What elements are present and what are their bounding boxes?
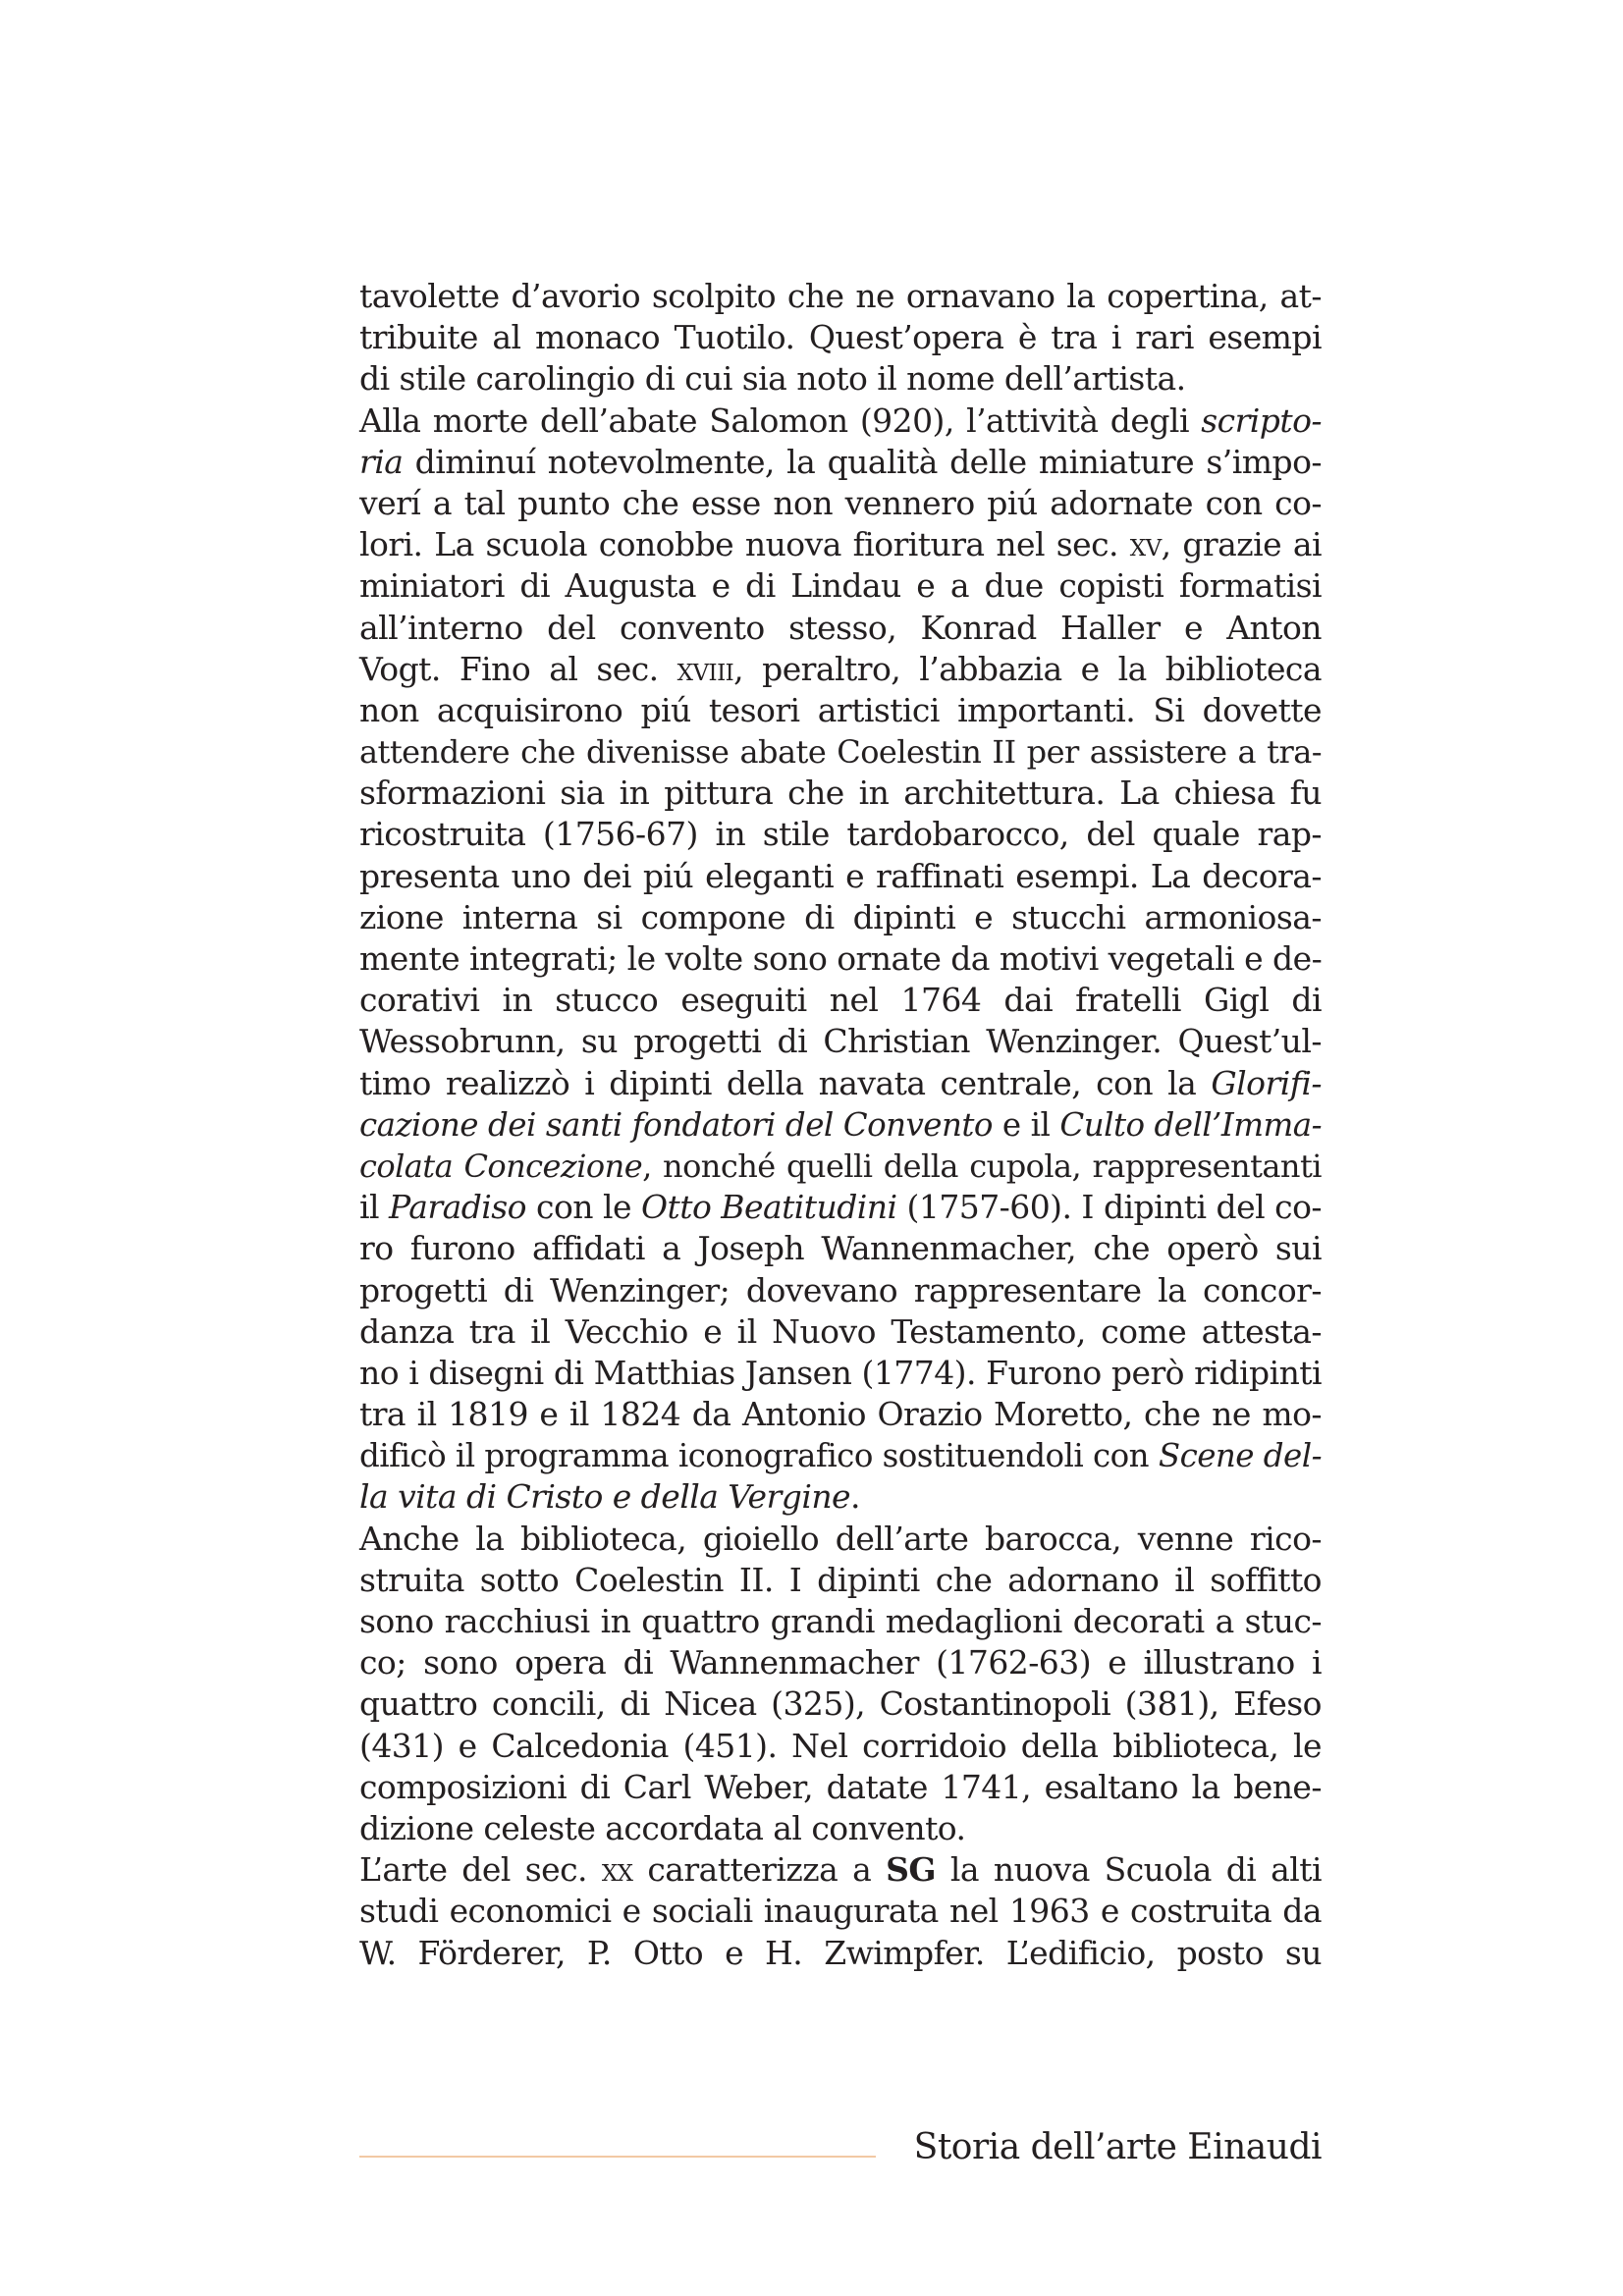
- italic-text: Scene del-: [1158, 1437, 1323, 1475]
- text-line: [359, 358, 1322, 400]
- text-run: il: [359, 1188, 390, 1227]
- text-run: con le: [525, 1188, 642, 1227]
- text-run: tribuite al monaco Tuotilo. Quest’opera è tra i rari esempi: [359, 318, 1322, 357]
- text-line: [359, 1311, 1322, 1353]
- text-line: [359, 1601, 1322, 1642]
- text-run: mente integrati; le volte sono ornate da motivi vegetali e de-: [359, 939, 1323, 978]
- text-line: [359, 1767, 1322, 1808]
- text-run: Wessobrunn, su progetti di Christian Wenzinger. Quest’ul-: [359, 1022, 1322, 1061]
- text-line: [359, 1560, 1322, 1601]
- small-caps-text: xx: [601, 1850, 633, 1890]
- text-run: composizioni di Carl Weber, datate 1741, esaltano la bene-: [359, 1767, 1322, 1806]
- text-run: .: [850, 1477, 860, 1517]
- italic-text: Glorifi-: [1211, 1063, 1322, 1102]
- text-line: [359, 608, 1322, 649]
- text-line: [359, 938, 1322, 980]
- text-run: non acquisirono piú tesori artistici importanti. Si dovette: [359, 690, 1322, 729]
- text-line: [359, 1933, 1322, 1974]
- small-caps-text: xviii: [676, 649, 734, 688]
- text-run: diminuí notevolmente, la qualità delle miniature s’impo-: [403, 442, 1322, 481]
- text-run: progetti di Wenzinger; dovevano rappresentare la concor-: [359, 1270, 1322, 1309]
- text-run: attendere che divenisse abate Coelestin II per assistere a tra-: [359, 733, 1322, 772]
- text-run: zione interna si compone di dipinti e stucchi armoniosa-: [359, 897, 1322, 936]
- text-run: la nuova Scuola di alti: [936, 1850, 1322, 1890]
- text-line: [359, 565, 1322, 607]
- text-run: ro furono affidati a Joseph Wannenmacher, che operò sui: [359, 1229, 1322, 1268]
- text-run: tra il 1819 e il 1824 da Antonio Orazio Moretto, che ne mo-: [359, 1395, 1322, 1434]
- text-run: studi economici e sociali inaugurata nel 1963 e costruita da: [359, 1892, 1322, 1931]
- text-line: [359, 442, 1322, 483]
- text-line: [359, 731, 1322, 773]
- text-run: corativi in stucco eseguiti nel 1764 dai fratelli Gigl di: [359, 981, 1322, 1020]
- text-run: verí a tal punto che esse non vennero piú adornate con co-: [359, 483, 1322, 522]
- text-line: [359, 814, 1322, 855]
- text-run: (1757-60). I dipinti del co-: [896, 1188, 1322, 1227]
- text-line: [359, 524, 1322, 565]
- text-line: [359, 1394, 1322, 1435]
- text-line: [359, 1270, 1322, 1311]
- italic-text: Otto Beatitudini: [641, 1188, 897, 1227]
- text-run: miniatori di Augusta e di Lindau e a due copisti formatisi: [359, 566, 1322, 606]
- italic-text: colata Concezione: [359, 1147, 643, 1185]
- italic-text: scripto-: [1201, 400, 1322, 440]
- text-run: , nonché quelli della cupola, rappresentanti: [642, 1147, 1322, 1185]
- text-line: [359, 1891, 1322, 1932]
- text-run: sformazioni sia in pittura che in architettura. La chiesa fu: [359, 774, 1322, 813]
- text-line: [359, 1476, 1322, 1518]
- footer-rule: [359, 2156, 876, 2158]
- text-line: [359, 483, 1322, 524]
- italic-text: cazione dei santi fondatori del Convento: [359, 1105, 993, 1144]
- text-run: Anche la biblioteca, gioiello dell’arte barocca, venne rico-: [359, 1519, 1322, 1558]
- text-run: Alla morte dell’abate Salomon (920), l’attività degli: [359, 400, 1202, 440]
- text-run: ricostruita (1756-67) in stile tardobarocco, del quale rap-: [359, 815, 1322, 854]
- italic-text: la vita di Cristo e della Vergine: [359, 1477, 851, 1517]
- text-line: [359, 1104, 1322, 1146]
- text-run: caratterizza a: [632, 1850, 887, 1890]
- text-run: W. Förderer, P. Otto e H. Zwimpfer. L’edificio, posto su: [359, 1933, 1322, 1972]
- text-run: sono racchiusi in quattro grandi medaglioni decorati a stuc-: [359, 1602, 1322, 1640]
- text-run: tavolette d’avorio scolpito che ne ornavano la copertina, at-: [359, 277, 1322, 315]
- text-run: lori. La scuola conobbe nuova fioritura nel sec.: [359, 525, 1130, 564]
- text-line: [359, 1683, 1322, 1725]
- text-line: [359, 276, 1322, 317]
- text-line: [359, 856, 1322, 897]
- text-line: [359, 1187, 1322, 1228]
- italic-text: Paradiso: [389, 1188, 526, 1227]
- text-line: [359, 897, 1322, 938]
- footer-title: Storia dell’arte Einaudi: [913, 2127, 1322, 2167]
- bold-text: SG: [886, 1850, 936, 1890]
- text-run: dificò il programma iconografico sostituendoli con: [359, 1437, 1159, 1475]
- text-run: di stile carolingio di cui sia noto il nome dell’artista.: [359, 359, 1186, 399]
- italic-text: Culto dell’Imma-: [1059, 1105, 1323, 1144]
- text-run: no i disegni di Matthias Jansen (1774). Furono però ridipinti: [359, 1353, 1322, 1392]
- text-run: timo realizzò i dipinti della navata centrale, con la: [359, 1063, 1212, 1102]
- text-run: struita sotto Coelestin II. I dipinti che adornano il soffitto: [359, 1560, 1322, 1599]
- text-line: [359, 1642, 1322, 1683]
- text-run: all’interno del convento stesso, Konrad Haller e Anton: [359, 608, 1322, 647]
- text-run: danza tra il Vecchio e il Nuovo Testamento, come attesta-: [359, 1311, 1322, 1351]
- text-run: , peraltro, l’abbazia e la biblioteca: [733, 649, 1322, 688]
- text-run: , grazie ai: [1161, 525, 1322, 564]
- small-caps-text: xv: [1129, 525, 1162, 564]
- text-line: [359, 1726, 1322, 1767]
- text-line: [359, 980, 1322, 1021]
- text-line: [359, 1435, 1322, 1476]
- text-line: [359, 773, 1322, 814]
- body-text: [359, 276, 1322, 1974]
- text-run: co; sono opera di Wannenmacher (1762-63) e illustrano i: [359, 1643, 1322, 1682]
- text-line: [359, 1228, 1322, 1269]
- text-line: [359, 1849, 1322, 1891]
- text-run: Vogt. Fino al sec.: [359, 649, 677, 688]
- text-line: [359, 1808, 1322, 1849]
- text-run: (431) e Calcedonia (451). Nel corridoio della biblioteca, le: [359, 1726, 1322, 1765]
- text-line: [359, 649, 1322, 690]
- text-line: [359, 317, 1322, 358]
- text-run: dizione celeste accordata al convento.: [359, 1808, 966, 1847]
- text-line: [359, 1146, 1322, 1187]
- text-run: L’arte del sec.: [359, 1850, 602, 1890]
- italic-text: ria: [359, 442, 404, 481]
- text-line: [359, 690, 1322, 731]
- text-line: [359, 1063, 1322, 1104]
- text-run: presenta uno dei piú eleganti e raffinati esempi. La decora-: [359, 856, 1322, 895]
- text-line: [359, 1353, 1322, 1394]
- text-run: quattro concili, di Nicea (325), Costantinopoli (381), Efeso: [359, 1684, 1322, 1724]
- text-line: [359, 1021, 1322, 1062]
- text-run: e il: [992, 1105, 1060, 1144]
- text-line: [359, 1519, 1322, 1560]
- text-line: [359, 400, 1322, 442]
